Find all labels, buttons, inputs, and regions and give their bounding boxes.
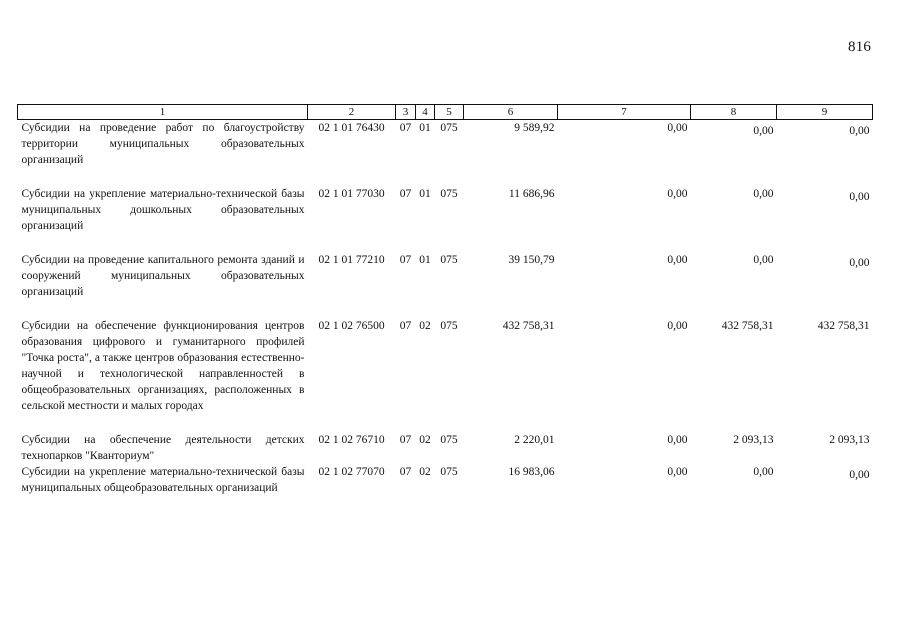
row-type: 075 <box>440 122 458 134</box>
row-col9: 432 758,31 <box>817 320 870 332</box>
table-row <box>18 432 873 464</box>
row-col7: 0,00 <box>667 254 688 266</box>
row-type: 075 <box>440 320 458 332</box>
row-col8: 0,00 <box>753 254 774 266</box>
row-col7: 0,00 <box>667 188 688 200</box>
header-col-6: 6 <box>464 105 558 120</box>
row-col9: 2 093,13 <box>829 434 870 446</box>
row-code: 02 1 01 77030 <box>318 188 385 200</box>
header-col-1: 1 <box>18 105 308 120</box>
row-section: 07 <box>399 320 412 332</box>
header-col-2: 2 <box>308 105 396 120</box>
row-col8: 0,00 <box>753 188 774 200</box>
row-gap <box>18 414 873 432</box>
row-section: 07 <box>399 434 412 446</box>
row-name: Субсидии на укрепление материально-технической базы муниципальных дошкольных образовательных организаций <box>21 188 305 232</box>
row-section: 07 <box>399 122 412 134</box>
row-col9: 0,00 <box>849 125 870 137</box>
row-col7: 0,00 <box>667 122 688 134</box>
row-code: 02 1 01 77210 <box>318 254 385 266</box>
header-col-3: 3 <box>396 105 416 120</box>
table-row <box>18 252 873 300</box>
row-gap <box>18 300 873 318</box>
row-subsection: 01 <box>419 122 431 134</box>
header-col-9: 9 <box>777 105 873 120</box>
budget-table <box>17 104 873 496</box>
row-col7: 0,00 <box>667 466 688 478</box>
row-col9: 0,00 <box>849 257 870 269</box>
table-row <box>18 186 873 234</box>
row-col9: 0,00 <box>849 191 870 203</box>
row-code: 02 1 02 77070 <box>318 466 385 478</box>
row-type: 075 <box>440 188 458 200</box>
row-col6: 2 220,01 <box>514 434 555 446</box>
row-col8: 2 093,13 <box>733 434 774 446</box>
row-col6: 11 686,96 <box>508 188 555 200</box>
row-col6: 432 758,31 <box>502 320 555 332</box>
row-name: Субсидии на проведение работ по благоустройству территории муниципальных образовательных организаций <box>21 122 305 166</box>
header-col-4: 4 <box>416 105 435 120</box>
row-name: Субсидии на укрепление материально-технической базы муниципальных общеобразовательных организаций <box>21 466 305 494</box>
table-body <box>18 120 873 497</box>
row-type: 075 <box>440 254 458 266</box>
row-code: 02 1 02 76710 <box>318 434 385 446</box>
row-gap <box>18 234 873 252</box>
row-name: Субсидии на обеспечение деятельности детских технопарков "Кванториум" <box>21 434 305 462</box>
row-subsection: 02 <box>419 320 431 332</box>
row-type: 075 <box>440 466 458 478</box>
row-col6: 16 983,06 <box>508 466 555 478</box>
row-name: Субсидии на обеспечение функционирования центров образования цифрового и гуманитарного профилей "Точка роста", а также центров образования естественно-научной и технологической направленностей в общеобразовательных организациях, расположенных в сельской местности и малых городах <box>21 320 305 412</box>
header-col-5: 5 <box>435 105 464 120</box>
table-header <box>18 105 873 120</box>
header-row <box>18 105 873 120</box>
table-row <box>18 464 873 496</box>
row-col9: 0,00 <box>849 469 870 481</box>
row-col8: 0,00 <box>753 466 774 478</box>
row-col8: 432 758,31 <box>721 320 774 332</box>
row-col6: 9 589,92 <box>514 122 555 134</box>
row-code: 02 1 01 76430 <box>318 122 385 134</box>
row-col6: 39 150,79 <box>508 254 555 266</box>
page-number: 816 <box>848 39 872 55</box>
row-subsection: 01 <box>419 254 431 266</box>
row-col8: 0,00 <box>753 125 774 137</box>
table-row <box>18 120 873 169</box>
row-col7: 0,00 <box>667 434 688 446</box>
row-gap <box>18 168 873 186</box>
row-col7: 0,00 <box>667 320 688 332</box>
row-code: 02 1 02 76500 <box>318 320 385 332</box>
row-section: 07 <box>399 188 412 200</box>
row-subsection: 02 <box>419 466 431 478</box>
row-section: 07 <box>399 466 412 478</box>
row-subsection: 02 <box>419 434 431 446</box>
header-col-7: 7 <box>558 105 691 120</box>
row-subsection: 01 <box>419 188 431 200</box>
row-type: 075 <box>440 434 458 446</box>
budget-table-container <box>17 104 872 496</box>
row-name: Субсидии на проведение капитального ремонта зданий и сооружений муниципальных образовательных организаций <box>21 254 305 298</box>
header-col-8: 8 <box>691 105 777 120</box>
row-section: 07 <box>399 254 412 266</box>
table-row <box>18 318 873 414</box>
